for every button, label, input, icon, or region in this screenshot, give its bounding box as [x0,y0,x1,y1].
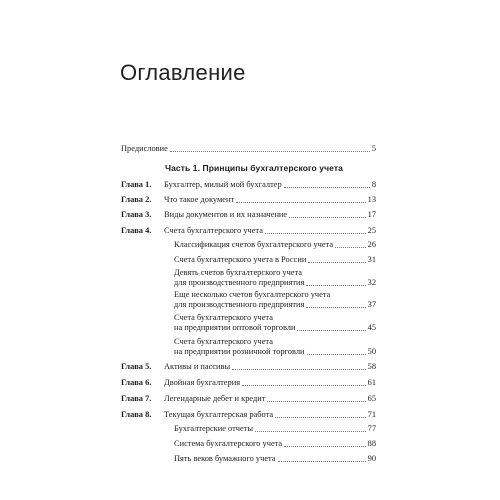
toc-entry-text [164,378,376,388]
toc-entry-title-line1: Счета бухгалтерского учета [174,337,273,346]
toc-entry-text [164,410,376,420]
page-title: Оглавление [120,60,246,85]
toc-subentry [0,268,500,290]
toc-subentry [0,313,500,335]
leader-dots [335,247,366,248]
toc-entry-text [164,394,376,404]
leader-dots [255,431,366,432]
toc-entry-text [174,278,376,288]
toc-subentry [0,290,500,312]
leader-dots [275,417,366,418]
toc-page-number: 71 [367,410,376,419]
leader-dots [297,330,365,331]
toc-subentry [0,337,500,359]
toc-entry-title: Счета бухгалтерского учета [164,226,263,235]
toc-page-number: 13 [367,195,376,204]
toc-entry-title: Легендарные дебет и кредит [164,394,266,403]
toc-entry-title: Активы и пассивы [164,362,231,371]
toc-subentry [0,255,500,267]
toc-page-number: 8 [371,180,376,189]
part-heading: Часть 1. Принципы бухгалтерского учета [165,163,343,173]
toc-page-number: 37 [367,300,376,309]
chapter-label: Глава 6. [121,378,152,387]
toc-subentry [0,240,500,252]
toc-page-number: 58 [367,362,376,371]
leader-dots [278,461,366,462]
toc-page-number: 26 [367,240,376,249]
leader-dots [306,307,365,308]
chapter-label: Глава 2. [121,195,152,204]
toc-entry-title: Пять веков бумажного учета [174,454,276,463]
toc-entry-title: Что такое документ [164,195,235,204]
toc-entry-text [174,323,376,333]
toc-entry [0,180,500,192]
toc-entry-text [174,300,376,310]
toc-entry-title-line1: Счета бухгалтерского учета [174,313,273,322]
toc-page-number: 90 [367,454,376,463]
toc-entry-text [164,210,376,220]
toc-entry-title-line1: Девять счетов бухгалтерского учета [174,268,303,277]
toc-entry-text [174,240,376,250]
toc-entry-title: Виды документов и их назначение [164,210,288,219]
toc-entry [0,226,500,238]
toc-entry [0,144,500,156]
toc-entry [0,394,500,406]
toc-entry-text [174,347,376,357]
toc-entry-title-line2: для производственного предприятия [174,278,305,287]
toc-entry-title-line2: для производственного предприятия [174,300,305,309]
toc-page-number: 65 [367,394,376,403]
toc-entry-title-line2: на предприятии розничной торговли [174,347,305,356]
toc-page-number: 61 [367,378,376,387]
leader-dots [289,217,365,218]
toc-entry-title: Счета бухгалтерского учета в России [174,255,307,264]
toc-entry-title: Классификация счетов бухгалтерского учета [174,240,334,249]
chapter-label: Глава 8. [121,410,152,419]
toc-entry-title: Предисловие [121,144,168,153]
toc-entry [0,210,500,222]
toc-subentry [0,424,500,436]
toc-entry-title: Бухгалтерские отчеты [174,424,253,433]
toc-entry-title: Система бухгалтерского учета [174,439,283,448]
chapter-label: Глава 7. [121,394,152,403]
leader-dots [306,285,365,286]
toc-entry-title: Бухгалтер, милый мой бухгалтер [164,180,282,189]
toc-entry-title-line1: Еще несколько счетов бухгалтерского учета [174,290,331,299]
toc-page-number: 45 [367,323,376,332]
toc-entry [0,362,500,374]
toc-page-number: 77 [367,424,376,433]
leader-dots [170,151,370,152]
toc-page-number: 31 [367,255,376,264]
toc-page-number: 25 [367,226,376,235]
toc-entry-text [164,226,376,236]
toc-subentry [0,454,500,466]
leader-dots [284,187,370,188]
toc-page-number: 5 [371,144,376,153]
toc-entry-text [174,454,376,464]
toc-entry [0,410,500,422]
toc-entry-text [164,180,376,190]
toc-page-number: 32 [367,278,376,287]
chapter-label: Глава 5. [121,362,152,371]
leader-dots [267,401,365,402]
toc-entry-text [174,424,376,434]
chapter-label: Глава 1. [121,180,152,189]
chapter-label: Глава 4. [121,226,152,235]
toc-entry-text [164,362,376,372]
leader-dots [265,233,366,234]
leader-dots [232,369,366,370]
toc-entry-title: Двойная бухгалтерия [164,378,241,387]
toc-entry-text [174,255,376,265]
toc-entry-title-line2: на предприятии оптовой торговли [174,323,296,332]
toc-entry [0,195,500,207]
toc-page-number: 17 [367,210,376,219]
toc-entry-text [121,144,376,154]
leader-dots [236,202,365,203]
toc-page-number: 88 [367,439,376,448]
toc-entry-title: Текущая бухгалтерская работа [164,410,274,419]
leader-dots [242,385,366,386]
leader-dots [284,446,365,447]
toc-entry [0,378,500,390]
chapter-label: Глава 3. [121,210,152,219]
leader-dots [308,262,365,263]
leader-dots [307,354,366,355]
toc-page-number: 50 [367,347,376,356]
toc-entry-text [164,195,376,205]
toc-entry-text [174,439,376,449]
toc-subentry [0,439,500,451]
